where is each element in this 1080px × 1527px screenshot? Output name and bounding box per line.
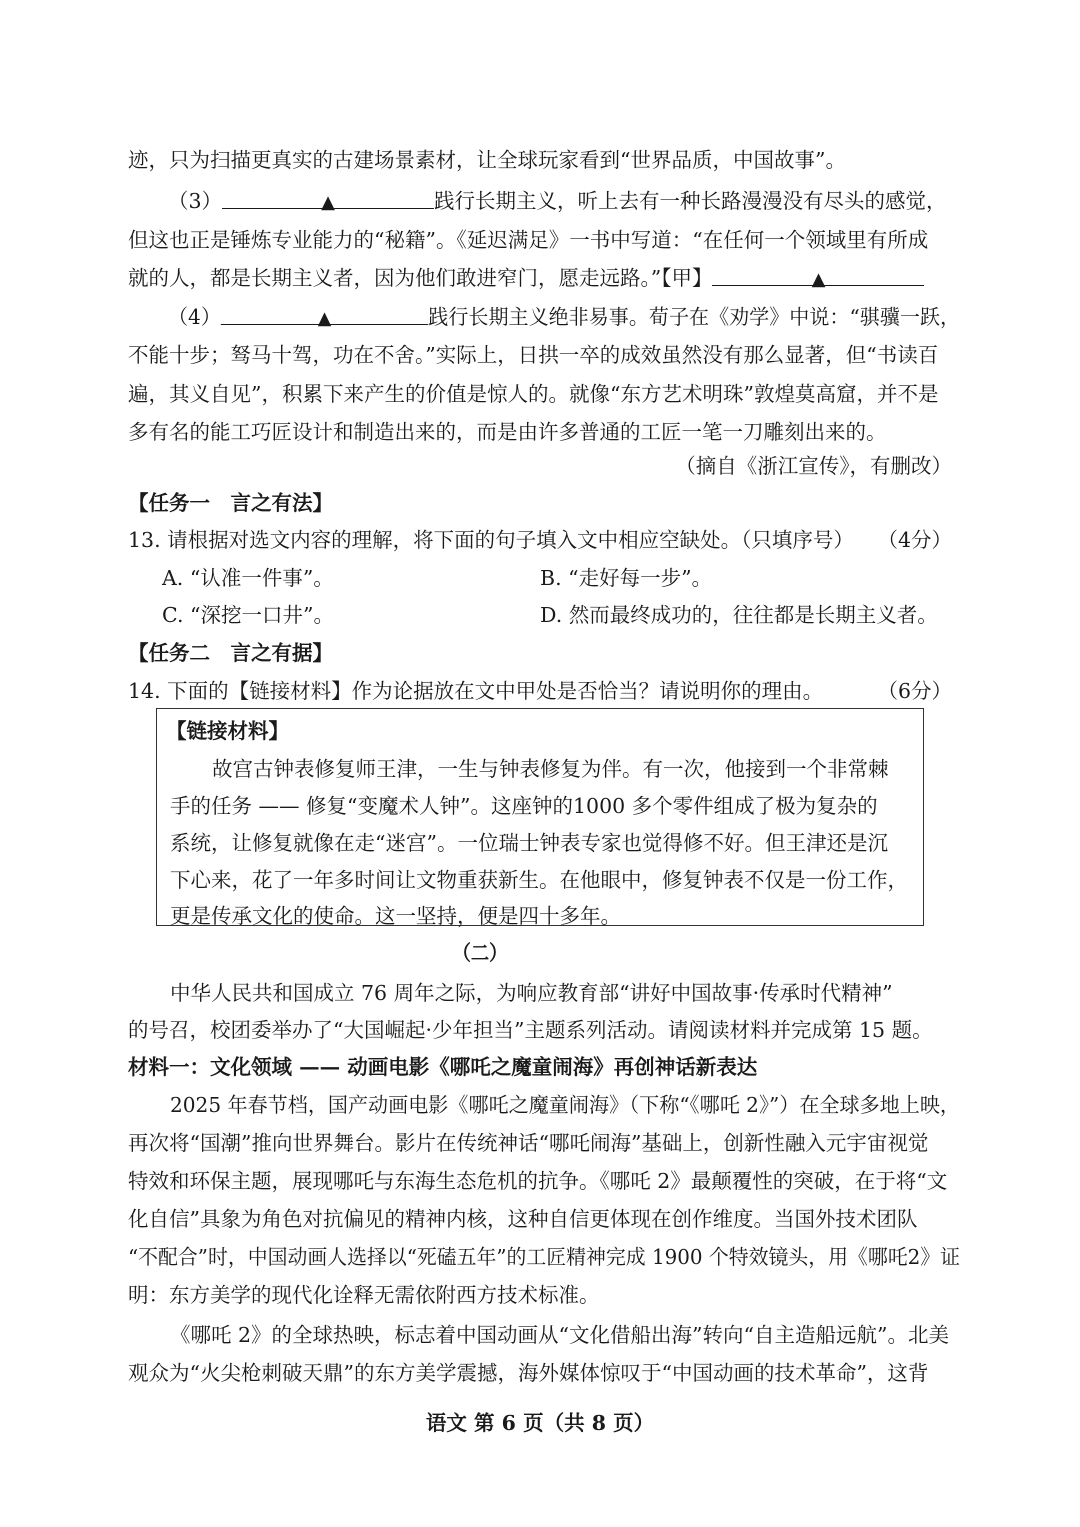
triangle-marker-icon: ▲ [317, 308, 332, 329]
material-1-line: 2025 年春节档，国产动画电影《哪吒之魔童闹海》（下称“《哪吒 2》”）在全球多地上映， [170, 1093, 960, 1117]
link-material-title: 【链接材料】 [166, 719, 289, 743]
intro-line-1: 中华人民共和国成立 76 周年之际，为响应教育部“讲好中国故事·传承时代精神” [170, 981, 893, 1005]
question-score: （6分） [877, 679, 952, 703]
option-c: C. “深挖一口井”。 [162, 603, 334, 627]
paragraph-4-line-4: 多有名的能工巧匠设计和制造出来的，而是由许多普通的工匠一笔一刀雕刻出来的。 [128, 420, 887, 444]
paragraph-4-line-1 [168, 302, 960, 332]
material-1-line: 观众为“火尖枪刺破天鼎”的东方美学震撼，海外媒体惊叹于“中国动画的技术革命”，这背 [128, 1361, 929, 1385]
fill-blank[interactable] [221, 302, 428, 329]
material-1-line: 特效和环保主题，展现哪吒与东海生态危机的抗争。《哪吒 2》最颠覆性的突破，在于将“文 [128, 1169, 948, 1193]
paragraph-3-line-1 [168, 186, 947, 216]
paragraph-4-line-3: 遍，其义自见”，积累下来产生的价值是惊人的。就像“东方艺术明珠”敦煌莫高窟，并不是 [128, 382, 939, 406]
section-heading: （二） [452, 941, 508, 965]
material-1-line: 再次将“国潮”推向世界舞台。影片在传统神话“哪吒闹海”基础上，创新性融入元宇宙视觉 [128, 1131, 929, 1155]
link-material-line: 手的任务 —— 修复“变魔术人钟”。这座钟的1000 多个零件组成了极为复杂的 [170, 794, 878, 818]
material-1-title: 材料一：文化领域 —— 动画电影《哪吒之魔童闹海》再创神话新表达 [128, 1055, 758, 1079]
link-material-line: 下心来，花了一年多时间让文物重获新生。在他眼中，修复钟表不仅是一份工作， [170, 868, 908, 892]
material-1-line: 化自信”具象为角色对抗偏见的精神内核，这种自信更体现在创作维度。当国外技术团队 [128, 1207, 918, 1231]
text-segment: 践行长期主义绝非易事。荀子在《劝学》中说：“骐骥一跃， [428, 305, 960, 329]
question-13 [128, 525, 952, 555]
intro-line-2: 的号召，校团委举办了“大国崛起·少年担当”主题系列活动。请阅读材料并完成第 15 题。 [128, 1018, 933, 1042]
link-material-line: 系统，让修复就像在走“迷宫”。一位瑞士钟表专家也觉得修不好。但王津还是沉 [170, 831, 888, 855]
option-d: D. 然而最终成功的，往往都是长期主义者。 [540, 603, 938, 627]
task-2-heading: 【任务二 言之有据】 [128, 641, 333, 665]
material-1-line: “不配合”时，中国动画人选择以“死磕五年”的工匠精神完成 1900 个特效镜头，用《哪吒2》证 [128, 1245, 960, 1269]
option-a: A. “认准一件事”。 [162, 566, 334, 590]
paragraph-number: （3） [168, 189, 223, 213]
task-1-heading: 【任务一 言之有法】 [128, 491, 333, 515]
question-text: 14. 下面的【链接材料】作为论据放在文中甲处是否恰当？请说明你的理由。 [128, 679, 824, 703]
material-1-line: 《哪吒 2》的全球热映，标志着中国动画从“文化借船出海”转向“自主造船远航”。北美 [170, 1323, 949, 1347]
link-material-line: 更是传承文化的使命。这一坚持，便是四十多年。 [170, 904, 621, 928]
link-material-line: 故宫古钟表修复师王津，一生与钟表修复为伴。有一次，他接到一个非常棘 [212, 757, 889, 781]
triangle-marker-icon: ▲ [811, 269, 826, 290]
fill-blank-jia[interactable] [712, 263, 924, 290]
paragraph-4-line-2: 不能十步；驽马十驾，功在不舍。”实际上，日拱一卒的成效虽然没有那么显著，但“书读百 [128, 343, 939, 367]
question-score: （4分） [877, 528, 952, 552]
option-b: B. “走好每一步”。 [540, 566, 713, 590]
question-14 [128, 676, 952, 706]
page-footer: 语文 第 6 页（共 8 页） [425, 1411, 655, 1435]
paragraph-3-line-2: 但这也正是锤炼专业能力的“秘籍”。《延迟满足》一书中写道：“在任何一个领域里有所成 [128, 228, 929, 252]
paragraph-number: （4） [168, 305, 221, 329]
question-text: 13. 请根据对选文内容的理解，将下面的句子填入文中相应空缺处。（只填序号） [128, 528, 854, 552]
material-1-line: 明：东方美学的现代化诠释无需依附西方技术标准。 [128, 1283, 600, 1307]
text-line: 迹，只为扫描更真实的古建场景素材，让全球玩家看到“世界品质，中国故事”。 [128, 148, 846, 172]
source-citation: （摘自《浙江宣传》，有删改） [675, 454, 952, 478]
triangle-marker-icon: ▲ [321, 192, 335, 213]
paragraph-3-line-3 [128, 263, 924, 293]
fill-blank[interactable] [222, 186, 434, 213]
text-segment: 就的人，都是长期主义者，因为他们敢进窄门，愿走远路。”【甲】 [128, 266, 713, 290]
text-segment: 践行长期主义，听上去有一种长路漫漫没有尽头的感觉， [434, 189, 947, 213]
